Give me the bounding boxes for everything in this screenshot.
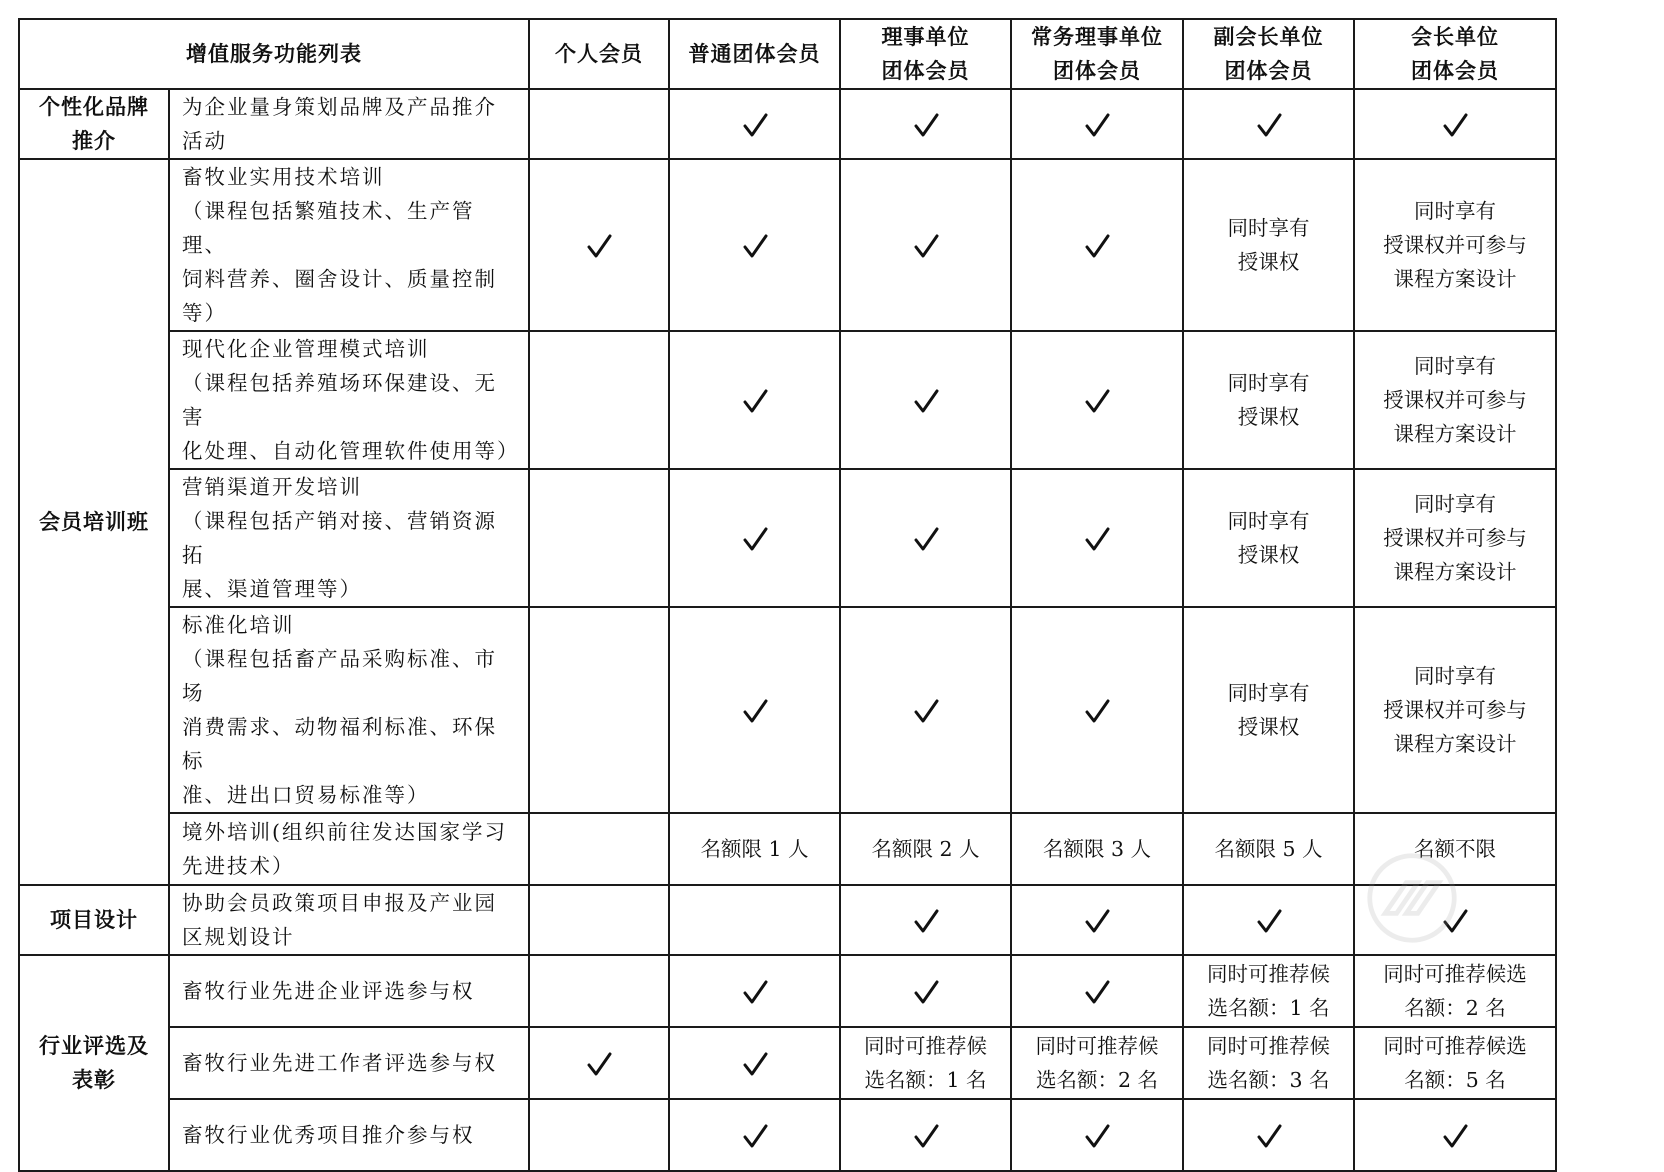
check-icon bbox=[740, 111, 770, 141]
benefit-cell bbox=[669, 1099, 840, 1171]
benefit-cell bbox=[840, 955, 1011, 1027]
feature-cell: 畜牧行业先进工作者评选参与权 bbox=[169, 1027, 529, 1099]
benefit-cell: 同时享有 授课权并可参与 课程方案设计 bbox=[1354, 607, 1556, 813]
check-icon bbox=[911, 525, 941, 555]
benefit-cell bbox=[529, 1027, 669, 1099]
header-cell-president: 会长单位 团体会员 bbox=[1354, 19, 1556, 89]
benefit-cell: 同时可推荐候选 名额：2 名 bbox=[1354, 955, 1556, 1027]
benefit-cell: 同时享有 授课权并可参与 课程方案设计 bbox=[1354, 331, 1556, 469]
table-row bbox=[19, 607, 1556, 813]
feature-cell: 境外培训(组织前往发达国家学习 先进技术） bbox=[169, 813, 529, 885]
benefit-cell bbox=[840, 1099, 1011, 1171]
table-row bbox=[19, 955, 1556, 1027]
table-row bbox=[19, 1099, 1556, 1171]
check-icon bbox=[911, 697, 941, 727]
benefit-cell: 名额限 1 人 bbox=[669, 813, 840, 885]
check-icon bbox=[1254, 907, 1284, 937]
benefit-cell bbox=[529, 955, 669, 1027]
benefit-cell bbox=[1183, 89, 1354, 159]
check-icon bbox=[1082, 111, 1112, 141]
benefit-cell bbox=[1011, 159, 1183, 331]
benefit-cell bbox=[840, 885, 1011, 955]
check-icon bbox=[1254, 1122, 1284, 1152]
membership-benefits-table bbox=[18, 18, 1557, 1172]
benefit-cell: 名额不限 bbox=[1354, 813, 1556, 885]
benefit-cell bbox=[529, 1099, 669, 1171]
benefit-cell bbox=[669, 469, 840, 607]
benefit-cell bbox=[529, 607, 669, 813]
table-row bbox=[19, 159, 1556, 331]
check-icon bbox=[740, 525, 770, 555]
check-icon bbox=[584, 232, 614, 262]
benefit-cell bbox=[1183, 885, 1354, 955]
benefit-cell bbox=[1011, 885, 1183, 955]
table-row bbox=[19, 331, 1556, 469]
benefit-cell bbox=[529, 885, 669, 955]
header-cell-ordinary-group: 普通团体会员 bbox=[669, 19, 840, 89]
benefit-cell bbox=[1011, 607, 1183, 813]
feature-cell: 畜牧行业先进企业评选参与权 bbox=[169, 955, 529, 1027]
benefit-cell bbox=[840, 89, 1011, 159]
benefit-cell bbox=[1011, 469, 1183, 607]
check-icon bbox=[911, 387, 941, 417]
benefit-cell: 同时可推荐候 选名额：1 名 bbox=[1183, 955, 1354, 1027]
benefit-cell bbox=[669, 607, 840, 813]
check-icon bbox=[911, 232, 941, 262]
check-icon bbox=[1254, 111, 1284, 141]
benefit-cell: 同时享有 授课权 bbox=[1183, 331, 1354, 469]
benefit-cell bbox=[840, 469, 1011, 607]
benefit-cell bbox=[1011, 955, 1183, 1027]
check-icon bbox=[740, 1122, 770, 1152]
benefit-cell: 名额限 2 人 bbox=[840, 813, 1011, 885]
feature-cell: 畜牧业实用技术培训 （课程包括繁殖技术、生产管理、 饲料营养、圈舍设计、质量控制等） bbox=[169, 159, 529, 331]
benefit-cell bbox=[1011, 331, 1183, 469]
check-icon bbox=[1440, 907, 1470, 937]
category-cell-brand: 个性化品牌 推介 bbox=[19, 89, 169, 159]
benefit-cell: 同时享有 授课权 bbox=[1183, 469, 1354, 607]
table-row bbox=[19, 89, 1556, 159]
benefit-cell bbox=[840, 331, 1011, 469]
header-cell-individual: 个人会员 bbox=[529, 19, 669, 89]
benefit-cell: 同时可推荐候 选名额：2 名 bbox=[1011, 1027, 1183, 1099]
feature-cell: 标准化培训 （课程包括畜产品采购标准、市场 消费需求、动物福利标准、环保标 准、进出口贸易标准等） bbox=[169, 607, 529, 813]
check-icon bbox=[911, 907, 941, 937]
benefit-cell: 同时享有 授课权并可参与 课程方案设计 bbox=[1354, 469, 1556, 607]
table-row bbox=[19, 885, 1556, 955]
header-cell-feature-list: 增值服务功能列表 bbox=[19, 19, 529, 89]
check-icon bbox=[911, 111, 941, 141]
check-icon bbox=[1082, 697, 1112, 727]
benefit-cell: 同时可推荐候选 名额：5 名 bbox=[1354, 1027, 1556, 1099]
feature-cell: 现代化企业管理模式培训 （课程包括养殖场环保建设、无害 化处理、自动化管理软件使用等） bbox=[169, 331, 529, 469]
benefit-cell bbox=[1011, 1099, 1183, 1171]
header-cell-vice-president: 副会长单位 团体会员 bbox=[1183, 19, 1354, 89]
check-icon bbox=[1082, 232, 1112, 262]
table-row bbox=[19, 1027, 1556, 1099]
feature-cell: 为企业量身策划品牌及产品推介 活动 bbox=[169, 89, 529, 159]
benefit-cell bbox=[529, 331, 669, 469]
table-row bbox=[19, 469, 1556, 607]
benefit-cell bbox=[529, 813, 669, 885]
check-icon bbox=[1082, 1122, 1112, 1152]
benefit-cell bbox=[1354, 1099, 1556, 1171]
feature-cell: 协助会员政策项目申报及产业园 区规划设计 bbox=[169, 885, 529, 955]
benefit-cell bbox=[840, 159, 1011, 331]
benefit-cell bbox=[529, 159, 669, 331]
check-icon bbox=[911, 978, 941, 1008]
benefit-cell bbox=[669, 955, 840, 1027]
benefit-cell bbox=[669, 331, 840, 469]
feature-cell: 营销渠道开发培训 （课程包括产销对接、营销资源拓 展、渠道管理等） bbox=[169, 469, 529, 607]
benefit-cell: 同时可推荐候 选名额：1 名 bbox=[840, 1027, 1011, 1099]
category-cell-project-design: 项目设计 bbox=[19, 885, 169, 955]
benefit-cell bbox=[669, 1027, 840, 1099]
benefit-cell bbox=[529, 469, 669, 607]
check-icon bbox=[740, 978, 770, 1008]
check-icon bbox=[1082, 525, 1112, 555]
header-cell-director: 理事单位 团体会员 bbox=[840, 19, 1011, 89]
benefit-cell: 名额限 3 人 bbox=[1011, 813, 1183, 885]
header-cell-executive-director: 常务理事单位 团体会员 bbox=[1011, 19, 1183, 89]
check-icon bbox=[911, 1122, 941, 1152]
table-row bbox=[19, 813, 1556, 885]
check-icon bbox=[740, 697, 770, 727]
check-icon bbox=[1082, 978, 1112, 1008]
check-icon bbox=[1082, 907, 1112, 937]
benefit-cell bbox=[529, 89, 669, 159]
check-icon bbox=[1440, 1122, 1470, 1152]
benefit-cell: 同时享有 授课权并可参与 课程方案设计 bbox=[1354, 159, 1556, 331]
benefit-cell bbox=[669, 89, 840, 159]
benefit-cell: 同时享有 授课权 bbox=[1183, 159, 1354, 331]
check-icon bbox=[740, 387, 770, 417]
benefit-cell bbox=[840, 607, 1011, 813]
check-icon bbox=[1082, 387, 1112, 417]
benefit-cell bbox=[1183, 1099, 1354, 1171]
benefit-cell bbox=[1354, 885, 1556, 955]
feature-cell: 畜牧行业优秀项目推介参与权 bbox=[169, 1099, 529, 1171]
check-icon bbox=[1440, 111, 1470, 141]
check-icon bbox=[584, 1050, 614, 1080]
benefit-cell: 同时享有 授课权 bbox=[1183, 607, 1354, 813]
check-icon bbox=[740, 232, 770, 262]
check-icon bbox=[740, 1050, 770, 1080]
benefit-cell: 名额限 5 人 bbox=[1183, 813, 1354, 885]
benefit-cell bbox=[1354, 89, 1556, 159]
header-row bbox=[19, 19, 1556, 89]
category-cell-training: 会员培训班 bbox=[19, 159, 169, 885]
benefit-cell bbox=[669, 159, 840, 331]
benefit-cell: 同时可推荐候 选名额：3 名 bbox=[1183, 1027, 1354, 1099]
benefit-cell bbox=[669, 885, 840, 955]
benefit-cell bbox=[1011, 89, 1183, 159]
category-cell-industry-awards: 行业评选及 表彰 bbox=[19, 955, 169, 1171]
